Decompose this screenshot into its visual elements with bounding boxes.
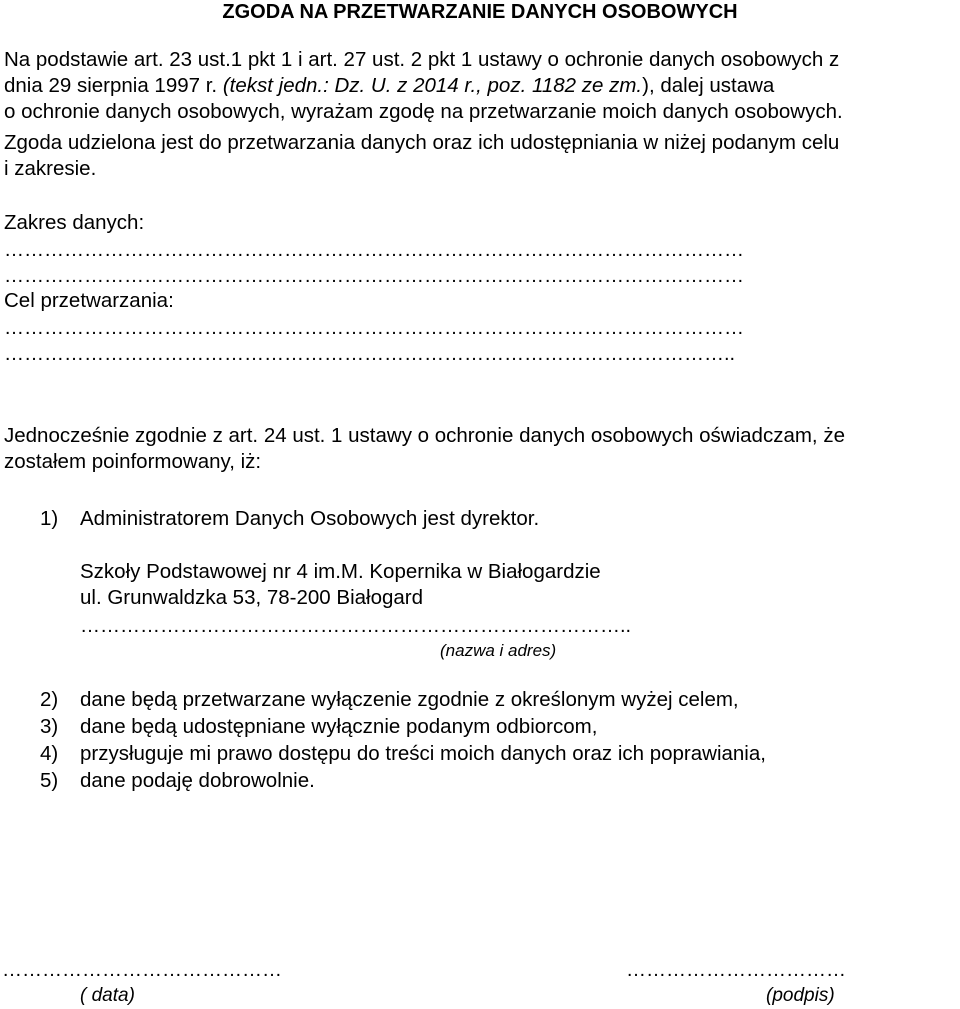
- admin-name-field[interactable]: ………………………………………………………………………..: [80, 615, 632, 637]
- document-title: ZGODA NA PRZETWARZANIE DANYCH OSOBOWYCH: [222, 1, 738, 23]
- list-item-1: Administratorem Danych Osobowych jest dyrektor.: [80, 507, 540, 530]
- school-address: ul. Grunwaldzka 53, 78-200 Białogard: [80, 586, 424, 609]
- intro-line-2-c: ), dalej ustawa: [642, 74, 775, 97]
- intro-line-4: Zgoda udzielona jest do przetwarzania danych oraz ich udostępniania w niżej podanym celu: [4, 131, 840, 154]
- intro-line-5: i zakresie.: [4, 157, 97, 180]
- list-item-2: dane będą przetwarzane wyłączenie zgodnie z określonym wyżej celem,: [80, 688, 739, 711]
- date-caption: ( data): [80, 985, 135, 1006]
- scope-label: Zakres danych:: [4, 211, 145, 234]
- list-number-5: 5): [40, 769, 59, 792]
- intro-line-3: o ochronie danych osobowych, wyrażam zgodę na przetwarzanie moich danych osobowych.: [4, 100, 843, 123]
- list-number-2: 2): [40, 688, 59, 711]
- intro-line-2: [4, 74, 774, 98]
- purpose-field-line-1[interactable]: …………………………………………………………………………………………………: [4, 317, 744, 339]
- notice-line-1: Jednocześnie zgodnie z art. 24 ust. 1 ustawy o ochronie danych osobowych oświadczam, że: [4, 424, 845, 447]
- legal-citation: (tekst jedn.: Dz. U. z 2014 r., poz. 1182 ze zm.: [222, 74, 643, 97]
- purpose-label: Cel przetwarzania:: [4, 289, 174, 312]
- school-name: Szkoły Podstawowej nr 4 im.M. Kopernika w Białogardzie: [80, 560, 601, 583]
- signature-caption: (podpis): [766, 985, 835, 1006]
- scope-field-line-1[interactable]: …………………………………………………………………………………………………: [4, 239, 744, 261]
- notice-line-2: zostałem poinformowany, iż:: [4, 450, 262, 473]
- admin-name-caption: (nazwa i adres): [440, 641, 557, 660]
- date-field[interactable]: ……………………………………: [2, 959, 282, 981]
- list-item-5: dane podaję dobrowolnie.: [80, 769, 315, 792]
- list-number-1: 1): [40, 507, 59, 530]
- list-number-4: 4): [40, 742, 59, 765]
- purpose-field-line-2[interactable]: ………………………………………………………………………………………………..: [4, 343, 736, 365]
- list-number-3: 3): [40, 715, 59, 738]
- list-item-3: dane będą udostępniane wyłącznie podanym odbiorcom,: [80, 715, 598, 738]
- scope-field-line-2[interactable]: …………………………………………………………………………………………………: [4, 265, 744, 287]
- intro-line-2-a: dnia 29 sierpnia 1997 r.: [4, 74, 223, 97]
- list-item-4: przysługuje mi prawo dostępu do treści moich danych oraz ich poprawiania,: [80, 742, 766, 765]
- intro-line-1: Na podstawie art. 23 ust.1 pkt 1 i art. 27 ust. 2 pkt 1 ustawy o ochronie danych osobowych z: [4, 48, 840, 71]
- signature-field[interactable]: ……………………………: [626, 959, 846, 981]
